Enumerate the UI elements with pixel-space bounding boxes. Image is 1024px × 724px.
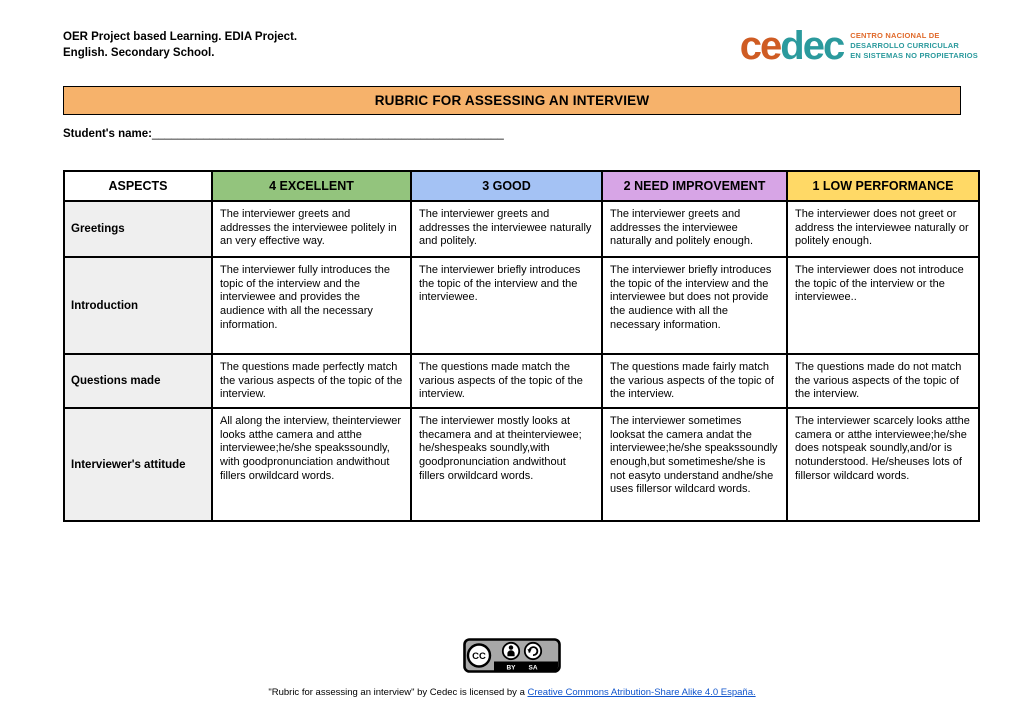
rubric-cell-good: The interviewer greets and addresses the interviewee naturally and politely. (411, 201, 602, 257)
badge-bottom-bar (494, 662, 558, 673)
project-info (63, 30, 297, 61)
cc-by-sa-license-badge[interactable] (463, 638, 561, 678)
rubric-title-banner (63, 86, 961, 115)
table-row-interviewers-attitude (64, 408, 979, 521)
rubric-cell-need-improvement: The interviewer briefly introduces the topic of the interview and the interviewee but does not provide the audience with all the necessary information. (602, 257, 787, 354)
cc-icon (468, 645, 490, 667)
page-header (63, 24, 978, 72)
rubric-cell-excellent: The interviewer fully introduces the topic of the interview and the interviewee and provides the audience with all the necessary information. (212, 257, 411, 354)
rubric-cell-excellent: The interviewer greets and addresses the interviewee politely in an very effective way. (212, 201, 411, 257)
rubric-cell-need-improvement: The interviewer sometimes looksat the camera andat the interviewee;he/she speakssoundly enough,but sometimeshe/she is not easyto understand andhe/she uses fillersor wildcard words. (602, 408, 787, 521)
rubric-cell-excellent: The questions made perfectly match the various aspects of the topic of the interview. (212, 354, 411, 408)
svg-text:CC: CC (472, 651, 486, 662)
rubric-cell-need-improvement: The interviewer greets and addresses the interviewee naturally and politely enough. (602, 201, 787, 257)
rubric-cell-good: The questions made match the various aspects of the topic of the interview. (411, 354, 602, 408)
cedec-logo (740, 26, 978, 66)
student-name-label: Student's name: (63, 128, 152, 140)
aspect-label: Introduction (64, 257, 212, 354)
logo-dec-text: dec (780, 24, 844, 68)
sa-arrow-icon (525, 643, 541, 659)
by-person-icon (503, 643, 519, 659)
table-row-questions-made (64, 354, 979, 408)
cedec-wordmark (740, 26, 843, 66)
table-row-greetings (64, 201, 979, 257)
rubric-cell-low-performance: The interviewer does not introduce the topic of the interview or the interviewee.. (787, 257, 979, 354)
rubric-cell-low-performance: The interviewer does not greet or address the interviewee naturally or politely enough. (787, 201, 979, 257)
tagline-line3: EN SISTEMAS NO PROPIETARIOS (850, 50, 978, 60)
tagline-line1: CENTRO NACIONAL DE (850, 31, 940, 41)
rubric-header-row (64, 171, 979, 201)
tagline-line2: DESARROLLO CURRICULAR (850, 41, 959, 51)
rubric-cell-good: The interviewer mostly looks at thecamera and at theinterviewee; he/shespeaks soundly,with goodpronunciation andwithout fillers orwildcard words. (411, 408, 602, 521)
aspect-label: Greetings (64, 201, 212, 257)
student-name-line (63, 128, 978, 140)
attribution-text: "Rubric for assessing an interview" by Cedec is licensed by a (268, 687, 528, 698)
rubric-cell-excellent: All along the interview, theinterviewer looks atthe camera and atthe interviewee;he/she speakssoundly, with goodpronunciation andwithout fillers orwildcard words. (212, 408, 411, 521)
student-name-blank: _______________________________________________________ (152, 128, 504, 140)
column-header-excellent: 4 EXCELLENT (212, 171, 411, 201)
badge-sa-label: SA (528, 664, 538, 672)
license-attribution (0, 687, 1024, 698)
column-header-need-improvement: 2 NEED IMPROVEMENT (602, 171, 787, 201)
column-header-good: 3 GOOD (411, 171, 602, 201)
cedec-tagline (850, 31, 978, 60)
page-title: RUBRIC FOR ASSESSING AN INTERVIEW (374, 93, 650, 108)
badge-by-label: BY (506, 664, 516, 672)
project-info-line2: English. Secondary School. (63, 46, 215, 59)
column-header-low-performance: 1 LOW PERFORMANCE (787, 171, 979, 201)
rubric-table (63, 170, 980, 522)
rubric-cell-low-performance: The interviewer scarcely looks atthe camera or atthe interviewee;he/she does notspeak soundly,and/or is notunderstood. He/sheuses lots of fillersor wildcard words. (787, 408, 979, 521)
table-row-introduction (64, 257, 979, 354)
rubric-cell-low-performance: The questions made do not match the various aspects of the topic of the interview. (787, 354, 979, 408)
license-link[interactable]: Creative Commons Atribution-Share Alike 4.0 España. (527, 687, 756, 698)
logo-ce-text: ce (739, 24, 781, 68)
aspect-label: Interviewer's attitude (64, 408, 212, 521)
project-info-line1: OER Project based Learning. EDIA Project. (63, 31, 298, 43)
rubric-cell-good: The interviewer briefly introduces the topic of the interview and the interviewee. (411, 257, 602, 354)
page-footer (0, 638, 1024, 698)
column-header-aspects: ASPECTS (64, 171, 212, 201)
rubric-cell-need-improvement: The questions made fairly match the various aspects of the topic of the interview. (602, 354, 787, 408)
aspect-label: Questions made (64, 354, 212, 408)
